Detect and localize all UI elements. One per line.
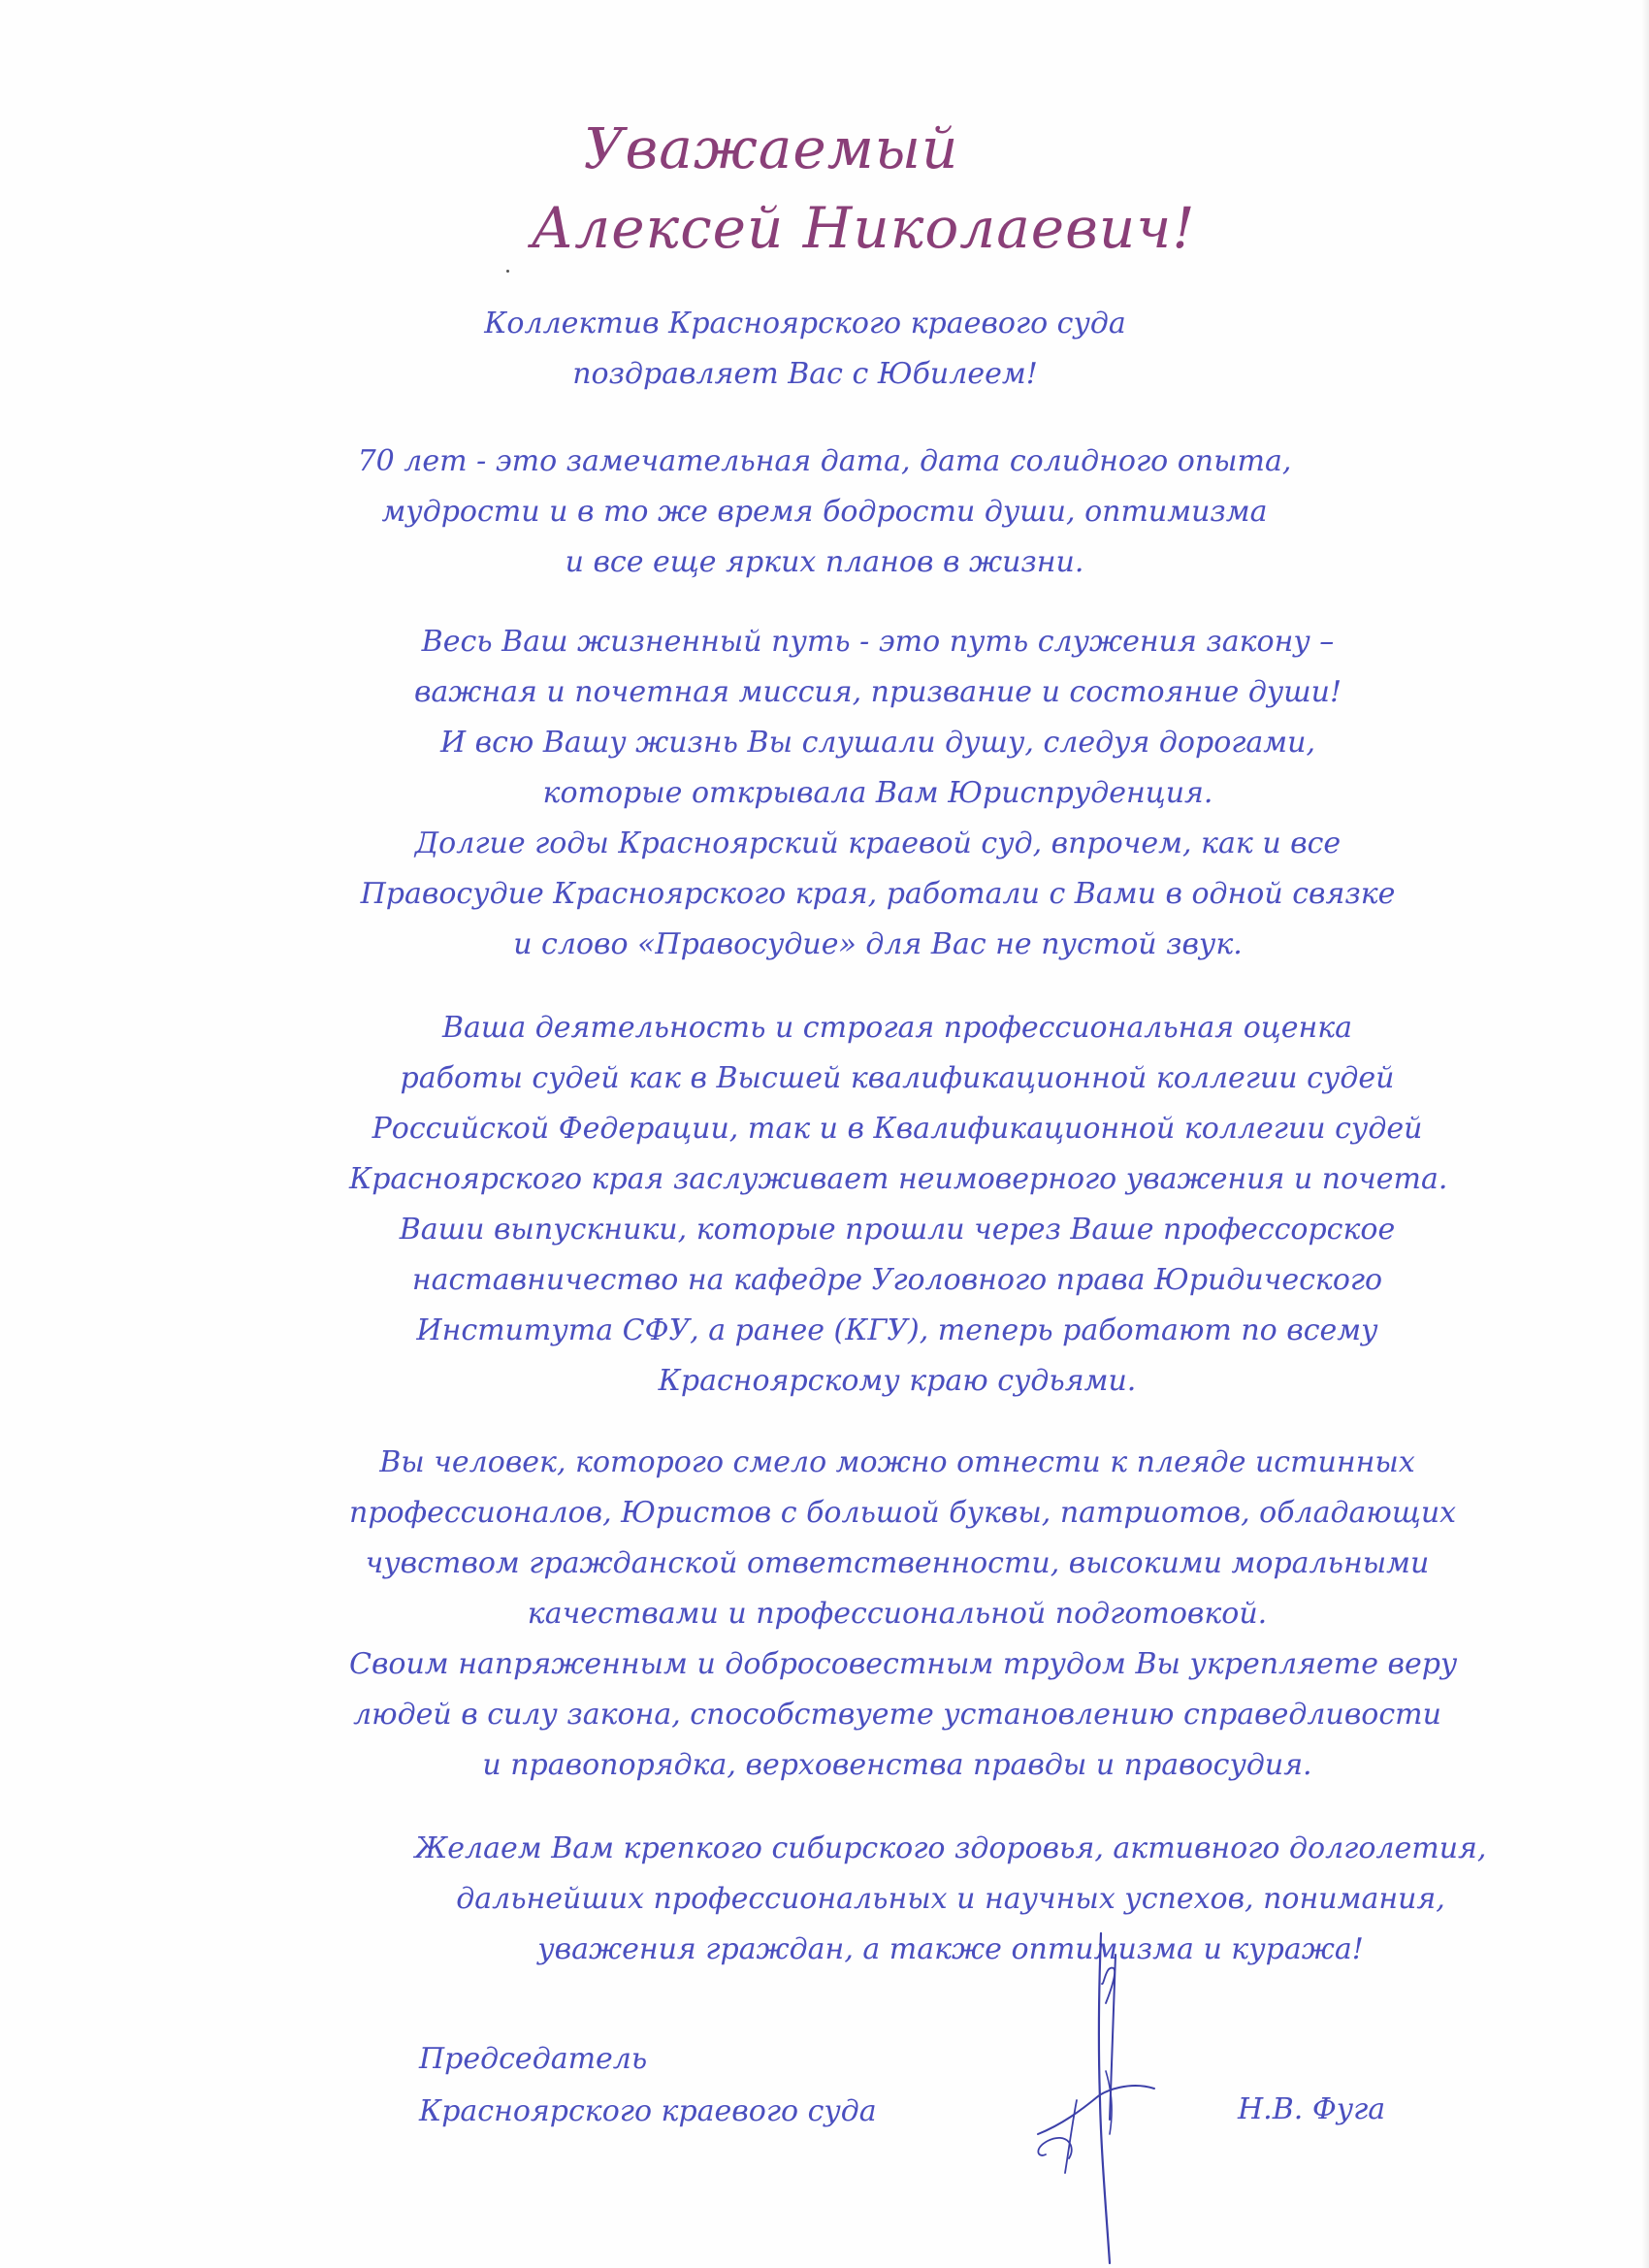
text-line: Российской Федерации, так и в Квалификационной коллегии судей (372, 1112, 1423, 1146)
paragraph-wishes (388, 1824, 1513, 1975)
text-line: поздравляет Вас с Юбилеем! (572, 357, 1038, 391)
paragraph-activity (349, 1003, 1448, 1407)
text-line: и все еще ярких планов в жизни. (565, 545, 1084, 579)
text-line: Весь Ваш жизненный путь - это путь служения закону – (421, 625, 1335, 659)
text-line: работы судей как в Высшей квалификационной коллегии судей (400, 1061, 1395, 1095)
text-line: Института СФУ, а ранее (КГУ), теперь работают по всему (416, 1313, 1378, 1347)
text-line: уважения граждан, а также оптимизма и куража! (537, 1932, 1364, 1966)
text-line: чувством гражданской ответственности, высокими моральными (365, 1546, 1430, 1580)
text-line: Долгие годы Красноярский краевой суд, впрочем, как и все (414, 826, 1342, 860)
text-line: наставничество на кафедре Уголовного права Юридического (411, 1263, 1383, 1297)
text-line: Желаем Вам крепкого сибирского здоровья, активного долголетия, (414, 1831, 1487, 1865)
paragraph-character (349, 1438, 1458, 1791)
text-line: качествами и профессиональной подготовкой. (527, 1597, 1268, 1631)
text-line: и слово «Правосудие» для Вас не пустой звук. (513, 927, 1243, 961)
signatory-name: Н.В. Фуга (1238, 2092, 1386, 2126)
paragraph-anniversary (310, 437, 1339, 588)
salutation-line-2: Алексей Николаевич! (531, 195, 1196, 261)
text-line: Красноярскому краю судьями. (658, 1364, 1137, 1398)
text-line: дальнейших профессиональных и научных успехов, понимания, (456, 1882, 1445, 1916)
text-line: Вы человек, которого смело можно отнести к плеяде истинных (379, 1445, 1415, 1479)
paragraph-life-path (330, 617, 1426, 970)
text-line: Ваша деятельность и строгая профессиональная оценка (441, 1011, 1353, 1045)
text-line: Красноярского края заслуживает неимоверного уважения и почета. (349, 1162, 1448, 1196)
text-line: Правосудие Красноярского края, работали с Вами в одной связке (360, 877, 1396, 911)
text-line: людей в силу закона, способствуете установлению справедливости (353, 1698, 1441, 1732)
text-line: которые открывала Вам Юриспруденция. (542, 776, 1213, 810)
text-line: Своим напряженным и добросовестным трудом Вы укрепляете веру (349, 1647, 1458, 1681)
scan-speck (506, 270, 509, 273)
text-line: и правопорядка, верховенства правды и правосудия. (482, 1748, 1312, 1782)
text-line: важная и почетная миссия, призвание и состояние души! (413, 675, 1342, 709)
text-line: мудрости и в то же время бодрости души, оптимизма (381, 495, 1268, 529)
text-line: 70 лет - это замечательная дата, дата солидного опыта, (357, 444, 1292, 478)
handwritten-signature (1009, 1926, 1174, 2268)
text-line: Ваши выпускники, которые прошли через Ваше профессорское (399, 1213, 1396, 1247)
text-line: профессионалов, Юристов с большой буквы, патриотов, обладающих (349, 1496, 1457, 1530)
text-line: И всю Вашу жизнь Вы слушали душу, следуя дорогами, (439, 726, 1316, 760)
paragraph-congratulation (369, 299, 1242, 400)
signatory-title-line-1: Председатель (419, 2042, 648, 2076)
signatory-title-line-2: Красноярского краевого суда (419, 2094, 877, 2128)
page-edge-shadow (1641, 0, 1649, 2268)
signatory-title (419, 2033, 877, 2138)
text-line: Коллектив Красноярского краевого суда (484, 307, 1126, 340)
salutation-line-1: Уважаемый (583, 115, 959, 181)
